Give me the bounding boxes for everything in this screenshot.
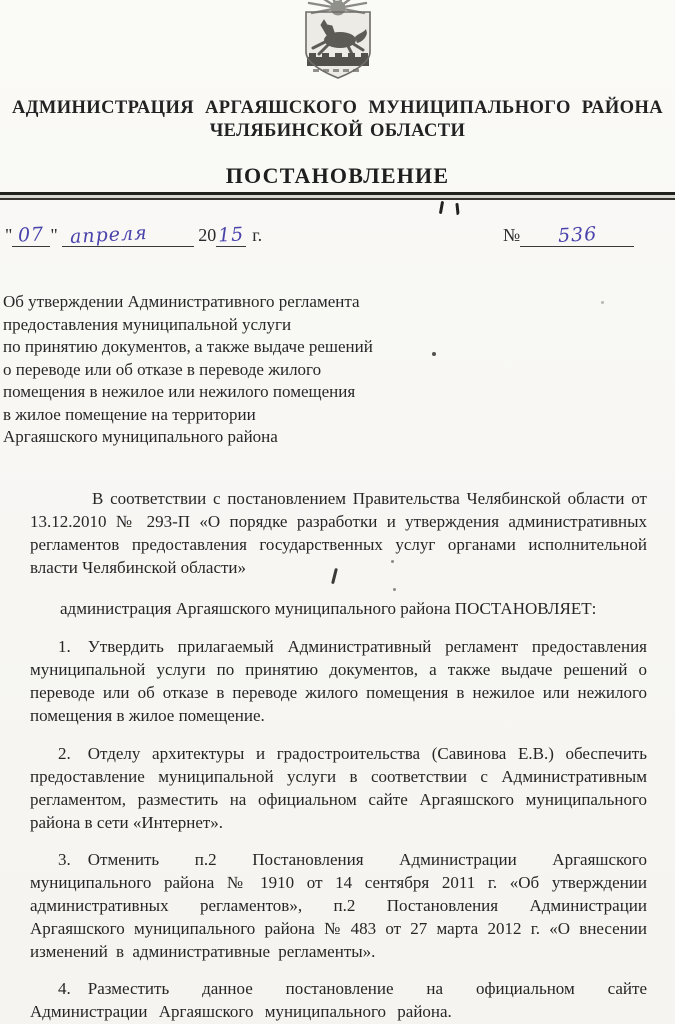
header-separator-rule (0, 192, 675, 200)
handwritten-year: 15 (217, 223, 245, 247)
subject-line: предоставления муниципальной услуги (3, 314, 292, 334)
document-number-group (503, 224, 634, 247)
handwritten-day: 07 (17, 223, 46, 247)
subject-line: Аргаяшского муниципального района (3, 427, 278, 446)
order-item-1 (30, 635, 647, 727)
ink-speck (601, 301, 604, 304)
document-type-title: ПОСТАНОВЛЕНИЕ (225, 163, 450, 188)
year-era: г. (252, 225, 263, 245)
number-sign-label: № (503, 225, 521, 245)
item-text: Отделу архитектуры и градостроительства (Савинова Е.В.) обеспечить предоставление муниципальной услуги в соответствии с Административным регламентом, разместить на официальном сайте Аргаяшского муниципального района в сети «Интернет». (30, 744, 647, 832)
open-quote: " (5, 225, 13, 245)
coat-of-arms (293, 0, 383, 82)
subject-line: Об утверждении Административного регламента (3, 292, 360, 311)
handwritten-month: апреля (69, 221, 149, 249)
organization-name (0, 97, 675, 143)
date-number-line (5, 221, 670, 258)
month-slot (62, 221, 194, 249)
ink-mark (439, 201, 444, 214)
item-number: 1. (58, 637, 71, 656)
year-century: 20 (198, 225, 217, 245)
item-number: 3. (58, 850, 71, 869)
ink-mark (455, 203, 459, 215)
item-text: Разместить данное постановление на официальном сайте Администрации Аргаяшского муниципального района. (30, 979, 647, 1021)
item-number: 2. (58, 744, 71, 763)
order-item-4 (30, 977, 647, 1023)
ink-speck (432, 352, 436, 356)
subject-line: по принятию документов, а также выдаче решений (3, 337, 373, 356)
item-number: 4. (58, 979, 71, 998)
day-slot (12, 224, 50, 247)
year-slot (216, 224, 246, 247)
resolution-lead: администрация Аргаяшского муниципального района ПОСТАНОВЛЯЕТ: (60, 599, 597, 618)
preamble-paragraph: В соответствии с постановлением Правительства Челябинской области от 13.12.2010 № 293-П «О порядке разработки и утверждения административных регламентов предоставления государственных услуг органами исполнительной власти Челябинской области» (30, 489, 647, 577)
organization-name-line2: ЧЕЛЯБИНСКОЙ ОБЛАСТИ (209, 121, 466, 141)
number-slot (520, 224, 634, 247)
handwritten-number: 536 (556, 222, 598, 248)
argayash-coat-of-arms (293, 0, 383, 82)
order-item-2 (30, 742, 647, 834)
item-text: Отменить п.2 Постановления Администрации Аргаяшского муниципального района № 1910 от 14 сентября 2011 г. «Об утверждении административных регламентов», п.2 Постановления Администрации Аргаяшского муниципального района № 483 от 27 марта 2012 г. «О внесении изменений в административные регламенты». (30, 850, 647, 961)
sun-disc (331, 1, 346, 16)
document-body (30, 487, 647, 1023)
subject-line: помещения в нежилое или нежилого помещения (3, 382, 356, 401)
subject-line: в жилое помещение на территории (3, 404, 256, 424)
subject-block (3, 291, 473, 449)
close-quote: " (50, 225, 58, 245)
organization-name-line1: АДМИНИСТРАЦИЯ АРГАЯШСКОГО МУНИЦИПАЛЬНОГО РАЙОНА (11, 98, 664, 118)
subject-line: о переводе или об отказе в переводе жилого (3, 359, 322, 379)
order-item-3 (30, 848, 647, 963)
item-text: Утвердить прилагаемый Административный регламент предоставления муниципальной услуги по принятию документов, а также выдаче решений о переводе или об отказе в переводе жилого помещения в нежилое или нежилого помещения в жилое помещение. (30, 637, 647, 725)
